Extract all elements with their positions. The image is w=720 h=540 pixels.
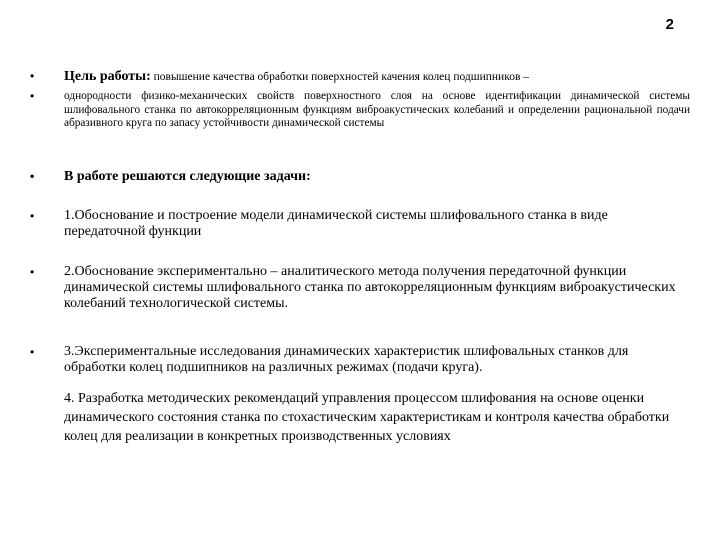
slide-content (30, 70, 690, 446)
goal-continuation-text: однородности физико-механических свойств поверхностного слоя на основе идентификации динамической системы шлифовального станка по автокорреляционным функциям виброакустических колебаний и определении рациональной подачи абразивного круга по запасу устойчивости динамической системы (64, 90, 690, 130)
bullet-icon: • (30, 168, 35, 183)
task-item (30, 344, 690, 376)
task-item (30, 264, 690, 312)
goal-label: Цель работы: (64, 69, 151, 84)
tasks-heading (30, 169, 690, 185)
task-item (30, 208, 690, 240)
bullet-icon: • (30, 69, 35, 83)
goal-continuation (30, 90, 690, 131)
task-text: 1.Обоснование и построение модели динамической системы шлифовального станка в виде передаточной функции (64, 207, 608, 239)
page-number: 2 (665, 16, 674, 33)
task-text: 3.Экспериментальные исследования динамических характеристик шлифовальных станков для обработки колец подшипников на различных режимах (подачи круга). (64, 343, 629, 375)
task-text: 4. Разработка методических рекомендаций управления процессом шлифования на основе оценки динамического состояния станка по стохастическим характеристикам и контроля качества обработки колец для реализации в конкретных производственных условиях (64, 390, 670, 444)
goal-first-line: повышение качества обработки поверхностей качения колец подшипников – (153, 71, 530, 83)
bullet-icon: • (30, 208, 35, 223)
task-text: 2.Обоснование экспериментально – аналитического метода получения передаточной функции динамической системы шлифовального станка по автокорреляционным функциям виброакустических колебаний технологической системы. (64, 263, 676, 311)
goal-line (30, 70, 690, 84)
task-item-unbulleted (64, 389, 690, 446)
bullet-icon: • (30, 344, 35, 359)
tasks-heading-text: В работе решаются следующие задачи: (64, 168, 311, 184)
bullet-icon: • (30, 264, 35, 279)
bullet-icon: • (30, 89, 35, 103)
